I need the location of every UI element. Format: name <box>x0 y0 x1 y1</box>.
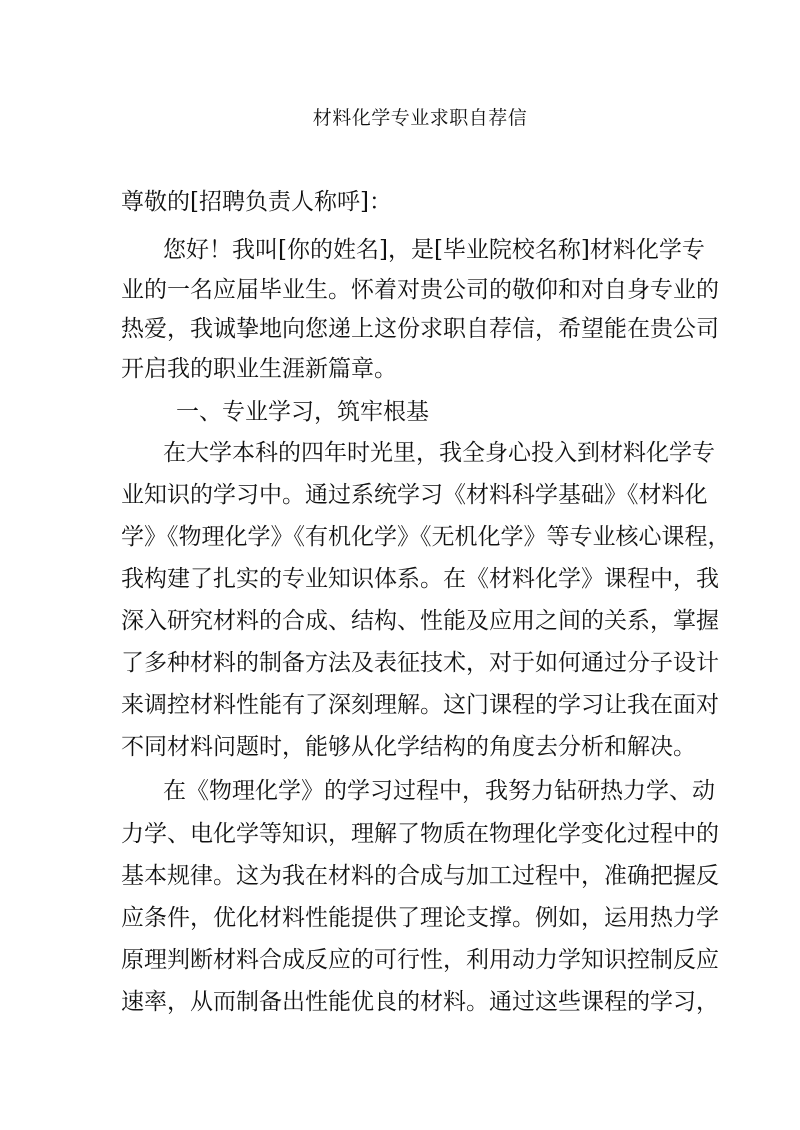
paragraph-line: 业的一名应届毕业生。怀着对贵公司的敬仰和对自身专业的 <box>121 277 719 303</box>
paragraph-line: 开启我的职业生涯新篇章。 <box>121 356 397 382</box>
paragraph-line: 速率，从而制备出性能优良的材料。通过这些课程的学习， <box>121 989 719 1015</box>
paragraph-line: 我构建了扎实的专业知识体系。在《材料化学》课程中，我 <box>121 566 719 592</box>
paragraph-line: 深入研究材料的合成、结构、性能及应用之间的关系，掌握 <box>121 608 719 634</box>
section-heading: 一、专业学习，筑牢根基 <box>176 399 429 425</box>
paragraph-line: 来调控材料性能有了深刻理解。这门课程的学习让我在面对 <box>121 692 719 718</box>
paragraph-line: 不同材料问题时，能够从化学结构的角度去分析和解决。 <box>121 734 696 760</box>
paragraph-line: 在《物理化学》的学习过程中，我努力钻研热力学、动 <box>163 778 715 804</box>
paragraph-line: 力学、电化学等知识，理解了物质在物理化学变化过程中的 <box>121 821 719 847</box>
paragraph-line: 应条件，优化材料性能提供了理论支撑。例如，运用热力学 <box>121 905 719 931</box>
paragraph-line: 原理判断材料合成反应的可行性，利用动力学知识控制反应 <box>121 947 719 973</box>
paragraph-line: 基本规律。这为我在材料的合成与加工过程中，准确把握反 <box>121 863 719 889</box>
paragraph-line: 热爱，我诚挚地向您递上这份求职自荐信，希望能在贵公司 <box>121 316 719 342</box>
paragraph-line: 学》《物理化学》《有机化学》《无机化学》等专业核心课程， <box>121 524 731 550</box>
paragraph-line: 了多种材料的制备方法及表征技术，对于如何通过分子设计 <box>121 650 719 676</box>
salutation: 尊敬的[招聘负责人称呼]： <box>121 189 392 215</box>
paragraph-line: 您好！我叫[你的姓名]，是[毕业院校名称]材料化学专 <box>163 237 705 263</box>
document-title: 材料化学专业求职自荐信 <box>312 107 528 129</box>
paragraph-line: 业知识的学习中。通过系统学习《材料科学基础》《材料化 <box>121 482 708 508</box>
paragraph-line: 在大学本科的四年时光里，我全身心投入到材料化学专 <box>163 440 715 466</box>
